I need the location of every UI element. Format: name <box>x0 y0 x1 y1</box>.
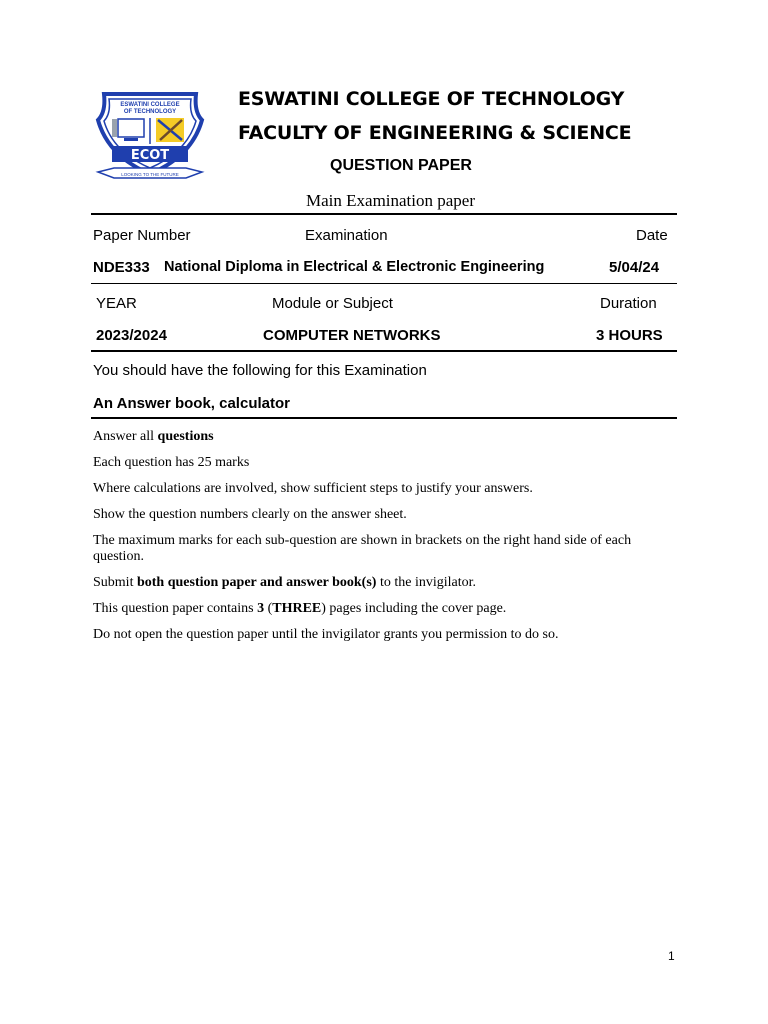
requirements-rule <box>91 417 677 419</box>
svg-text:ESWATINI COLLEGE: ESWATINI COLLEGE <box>120 102 180 108</box>
svg-text:ECOT: ECOT <box>130 148 170 163</box>
svg-text:LOOKING TO THE FUTURE: LOOKING TO THE FUTURE <box>121 172 179 177</box>
instruction-answer-all: Answer all questions <box>93 429 214 444</box>
instruction-pages: This question paper contains 3 (THREE) pages including the cover page. <box>93 601 507 616</box>
requirements-items: An Answer book, calculator <box>93 395 290 412</box>
faculty-name: FACULTY OF ENGINEERING & SCIENCE <box>238 122 632 144</box>
table-bottom-rule <box>91 350 677 352</box>
examination-value: National Diploma in Electrical & Electronic Engineering <box>164 259 545 275</box>
duration-value: 3 HOURS <box>596 327 663 344</box>
svg-text:OF TECHNOLOGY: OF TECHNOLOGY <box>123 109 177 115</box>
table-mid-rule <box>91 283 677 284</box>
page-number: 1 <box>668 949 675 963</box>
year-value: 2023/2024 <box>96 327 167 344</box>
requirements-label: You should have the following for this Examination <box>93 362 427 379</box>
question-paper-title: QUESTION PAPER <box>330 157 472 174</box>
paper-number-value: NDE333 <box>93 259 150 276</box>
year-header: YEAR <box>96 295 137 312</box>
instruction-do-not-open: Do not open the question paper until the invigilator grants you permission to do so. <box>93 627 559 642</box>
duration-header: Duration <box>600 295 657 312</box>
instruction-calculations: Where calculations are involved, show sufficient steps to justify your answers. <box>93 481 533 496</box>
table-top-rule <box>91 213 677 215</box>
date-value: 5/04/24 <box>609 259 660 276</box>
date-header: Date <box>636 227 668 244</box>
instruction-submit: Submit both question paper and answer book(s) to the invigilator. <box>93 575 477 590</box>
college-logo <box>90 86 210 186</box>
examination-header: Examination <box>305 227 388 244</box>
instruction-question-numbers: Show the question numbers clearly on the answer sheet. <box>93 507 407 522</box>
paper-number-header: Paper Number <box>93 227 191 244</box>
exam-type: Main Examination paper <box>306 191 476 210</box>
instruction-marks: Each question has 25 marks <box>93 455 250 470</box>
module-value: COMPUTER NETWORKS <box>263 327 441 344</box>
instruction-max-marks: The maximum marks for each sub-question are shown in brackets on the right hand side of each question. <box>93 533 632 564</box>
college-name: ESWATINI COLLEGE OF TECHNOLOGY <box>238 88 625 110</box>
module-header: Module or Subject <box>272 295 393 312</box>
